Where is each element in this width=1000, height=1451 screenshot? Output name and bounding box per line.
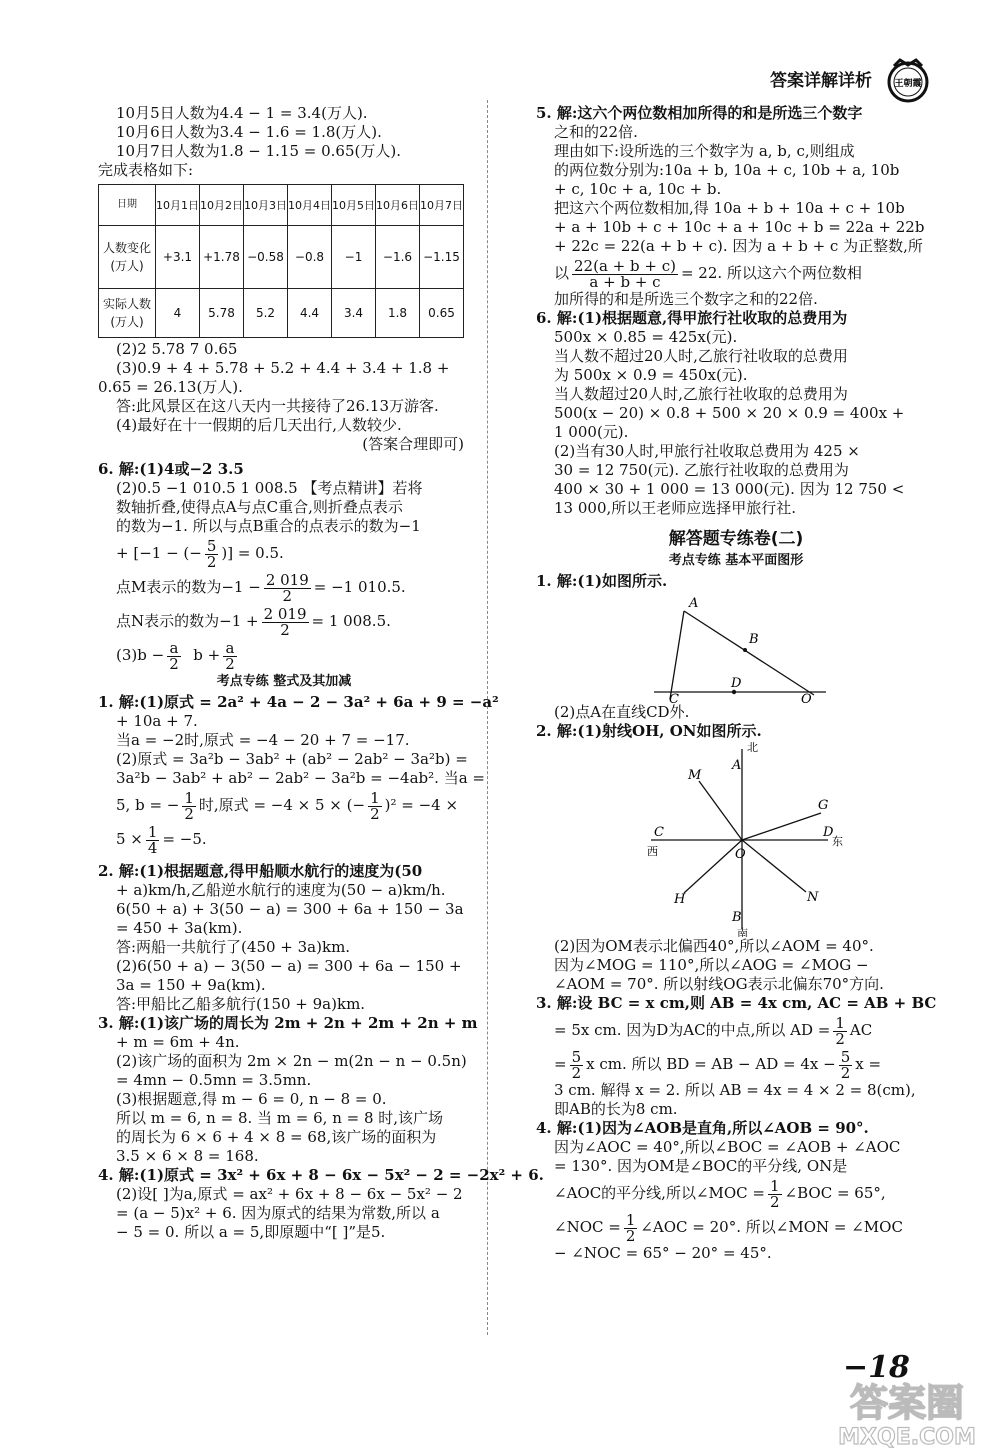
label-h: H	[674, 892, 686, 907]
table-cell: 3.4	[332, 289, 376, 338]
page-number: −18	[843, 1350, 910, 1385]
answer-line: = 4mn − 0.5mn = 3.5mn.	[116, 1071, 312, 1089]
answer-line: 答:甲船比乙船多航行(150 + 9a)km.	[116, 995, 366, 1013]
math-line: 点M表示的数为−1 − $\frac{2 019}{2}$ = −1 010.5.	[116, 570, 406, 605]
right-column	[536, 104, 936, 1263]
watermark-logo	[815, 1372, 995, 1450]
table-cell: 10月2日	[200, 185, 244, 226]
answer-line: 当人数超过20人时,乙旅行社收取的总费用为	[554, 385, 848, 403]
answer-line: + 22c = 22(a + b + c). 因为 a + b + c 为正整数,所	[554, 237, 923, 255]
answer-line: = 450 + 3a(km).	[116, 919, 243, 937]
question-4: 4. 解:(1)因为∠AOB是直角,所以∠AOB = 90°.	[536, 1119, 869, 1137]
question-3: 3. 解:设 BC = x cm,则 AB = 4x cm, AC = AB + BC	[536, 994, 937, 1012]
table-cell: 10月5日	[332, 185, 376, 226]
answer-note: (答案合理即可)	[362, 435, 464, 453]
ray-om	[699, 781, 742, 840]
answer-line: 400 × 30 + 1 000 = 13 000(元). 因为 12 750 <	[554, 480, 905, 498]
answer-line: 3a = 150 + 9a(km).	[116, 976, 266, 994]
answer-line: − ∠NOC = 65° − 20° = 45°.	[554, 1244, 772, 1262]
answer-line: (2)设[ ]为a,原式 = ax² + 6x + 8 − 6x − 5x² − 2	[116, 1185, 463, 1203]
answer-line: 即AB的长为8 cm.	[554, 1100, 678, 1118]
label-west: 西	[647, 845, 658, 858]
answer-line: 因为∠AOC = 40°,所以∠BOC = ∠AOB + ∠AOC	[554, 1138, 901, 1156]
label-south: 南	[737, 927, 748, 937]
table-cell: 10月7日	[420, 185, 464, 226]
intro-line: 完成表格如下:	[98, 161, 194, 179]
label-n: N	[807, 890, 819, 905]
answer-line: = 130°. 因为OM是∠BOC的平分线, ON是	[554, 1157, 848, 1175]
intro-line: 10月7日人数为1.8 − 1.15 = 0.65(万人).	[116, 142, 401, 160]
question-5: 5. 解:这六个两位数相加所得的和是所选三个数字	[536, 104, 863, 122]
answer-line: 答:此风景区在这八天内一共接待了26.13万游客.	[116, 397, 439, 415]
math-line: = 5x cm. 因为D为AC的中点,所以 AD = $\frac{1}{2}$ AC	[554, 1013, 873, 1048]
section-subtitle: 考点专练 基本平面图形	[668, 553, 804, 568]
question-2: 2. 解:(1)射线OH, ON如图所示.	[536, 722, 762, 740]
table-cell: 5.2	[244, 289, 288, 338]
answer-line: 500x × 0.85 = 425x(元).	[554, 328, 738, 346]
ray-oh	[684, 840, 742, 893]
label-g: G	[818, 798, 829, 813]
table-cell: −1	[332, 226, 376, 289]
svg-text:MXQE.COM: MXQE.COM	[838, 1425, 976, 1450]
answer-line: − 5 = 0. 所以 a = 5,即原题中“[ ]”是5.	[116, 1223, 386, 1241]
section-title: 解答题专练卷(二)	[668, 529, 804, 549]
answer-line: (2)该广场的面积为 2m × 2n − m(2n − n − 0.5n)	[116, 1052, 467, 1070]
answer-line: 1 000(元).	[554, 423, 629, 441]
publisher-logo	[880, 56, 936, 104]
intro-line: 10月6日人数为3.4 − 1.6 = 1.8(万人).	[116, 123, 382, 141]
table-cell: −0.58	[244, 226, 288, 289]
label-a: A	[732, 758, 742, 773]
label-a: A	[689, 596, 699, 611]
header-title: 答案详解详析	[770, 71, 872, 91]
table-row	[99, 226, 464, 289]
visitor-table	[98, 184, 464, 338]
ray-og	[742, 813, 821, 840]
label-b: B	[749, 632, 759, 647]
answer-line: ∠AOM = 70°. 所以射线OG表示北偏东70°方向.	[554, 975, 884, 993]
segment-ac	[670, 611, 684, 699]
label-b: B	[732, 910, 742, 925]
table-cell: 实际人数(万人)	[99, 289, 156, 338]
svg-text:王朝霞: 王朝霞	[894, 79, 922, 89]
math-line: 5 × $\frac{1}{4}$ = −5.	[116, 822, 207, 857]
table-cell: 10月1日	[156, 185, 200, 226]
table-cell: 4.4	[288, 289, 332, 338]
table-cell: 10月3日	[244, 185, 288, 226]
answer-line: 3 cm. 解得 x = 2. 所以 AB = 4x = 4 × 2 = 8(cm),	[554, 1081, 916, 1099]
table-cell: 10月4日	[288, 185, 332, 226]
line-figure	[536, 591, 936, 703]
table-cell: −1.6	[376, 226, 420, 289]
answer-line: (3)根据题意,得 m − 6 = 0, n − 8 = 0.	[116, 1090, 387, 1108]
answer-line: 当a = −2时,原式 = −4 − 20 + 7 = −17.	[116, 731, 410, 749]
table-row	[99, 289, 464, 338]
label-c: C	[669, 692, 679, 703]
math-line: ∠NOC = $\frac{1}{2}$ ∠AOC = 20°. 所以∠MON = ∠MOC	[554, 1210, 903, 1245]
ray-on	[742, 840, 806, 892]
answer-line: (2)当有30人时,甲旅行社收取总费用为 425 ×	[554, 442, 860, 460]
table-cell: +3.1	[156, 226, 200, 289]
answer-line: 3a²b − 3ab² + ab² − 2ab² − 3a²b = −4ab². 当a =	[116, 769, 485, 787]
label-c: C	[654, 825, 664, 840]
answer-line: = (a − 5)x² + 6. 因为原式的结果为常数,所以 a	[116, 1204, 440, 1222]
math-line: 以 $\frac{22(a + b + c)}{a + b + c}$ = 22. 所以这六个两位数相	[554, 256, 862, 291]
question-2: 2. 解:(1)根据题意,得甲船顺水航行的速度为(50	[98, 862, 423, 880]
compass-figure	[536, 741, 936, 937]
table-cell: 0.65	[420, 289, 464, 338]
answer-line: (4)最好在十一假期的后几天出行,人数较少.	[116, 416, 402, 434]
answer-line: 为 500x × 0.9 = 450x(元).	[554, 366, 748, 384]
question-1: 1. 解:(1)原式 = 2a² + 4a − 2 − 3a² + 6a + 9 = −a²	[98, 693, 499, 711]
section-heading: 考点专练 整式及其加减	[216, 674, 352, 689]
answer-line: 当人数不超过20人时,乙旅行社收取的总费用	[554, 347, 848, 365]
answer-line: 0.65 = 26.13(万人).	[98, 378, 243, 396]
label-m: M	[688, 768, 702, 783]
math-line: + [−1 − (− $\frac{5}{2}$ )] = 0.5.	[116, 536, 284, 571]
table-cell: −0.8	[288, 226, 332, 289]
answer-line: 13 000,所以王老师应选择甲旅行社.	[554, 499, 797, 517]
question-3: 3. 解:(1)该广场的周长为 2m + 2n + 2m + 2n + m	[98, 1014, 478, 1032]
svg-text:答案圈: 答案圈	[849, 1381, 965, 1425]
answer-line: + a)km/h,乙船逆水航行的速度为(50 − a)km/h.	[116, 881, 446, 899]
answer-line: 6(50 + a) + 3(50 − a) = 300 + 6a + 150 − 3a	[116, 900, 464, 918]
answer-line: + c, 10c + a, 10c + b.	[554, 180, 722, 198]
table-cell: 日期	[99, 185, 156, 226]
answer-line: 理由如下:设所选的三个数字为 a, b, c,则组成	[554, 142, 855, 160]
answer-line: (2)点A在直线CD外.	[554, 703, 690, 721]
label-d: D	[823, 825, 834, 840]
math-line: ∠AOC的平分线,所以∠MOC = $\frac{1}{2}$ ∠BOC = 65°,	[554, 1176, 886, 1211]
math-line: 点N表示的数为−1 + $\frac{2 019}{2}$ = 1 008.5.	[116, 604, 391, 639]
question-4: 4. 解:(1)原式 = 3x² + 6x + 8 − 6x − 5x² − 2 = −2x² + 6.	[98, 1166, 544, 1184]
answer-line: 数轴折叠,使得点A与点C重合,则折叠点表示	[116, 498, 403, 516]
table-cell: 10月6日	[376, 185, 420, 226]
label-north: 北	[747, 741, 758, 754]
answer-line: (2)6(50 + a) − 3(50 − a) = 300 + 6a − 150 +	[116, 957, 462, 975]
column-divider	[487, 100, 488, 1335]
answer-line: + m = 6m + 4n.	[116, 1033, 240, 1051]
segment-ao	[684, 611, 814, 695]
point-b	[743, 648, 747, 652]
answer-line: (3)0.9 + 4 + 5.78 + 5.2 + 4.4 + 3.4 + 1.8 +	[116, 359, 450, 377]
answer-line: 500(x − 20) × 0.8 + 500 × 20 × 0.9 = 400x +	[554, 404, 905, 422]
answer-line: 3.5 × 6 × 8 = 168.	[116, 1147, 259, 1165]
table-cell: 1.8	[376, 289, 420, 338]
table-row	[99, 185, 464, 226]
table-cell: −1.15	[420, 226, 464, 289]
question-1: 1. 解:(1)如图所示.	[536, 572, 668, 590]
math-line: = $\frac{5}{2}$ x cm. 所以 BD = AB − AD = 4x − $\frac{5}{2}$ x =	[554, 1047, 882, 1082]
table-cell: +1.78	[200, 226, 244, 289]
answer-line: (2)0.5 −1 010.5 1 008.5 【考点精讲】若将	[116, 479, 423, 497]
math-line: 5, b = − $\frac{1}{2}$ 时,原式 = −4 × 5 × (− $\frac{1}{2}$ )² = −4 ×	[116, 788, 459, 823]
label-o: O	[735, 847, 746, 862]
answer-line: 的两位数分别为:10a + b, 10a + c, 10b + a, 10b	[554, 161, 900, 179]
answer-line: (2)因为OM表示北偏西40°,所以∠AOM = 40°.	[554, 937, 874, 955]
answer-line: (2)2 5.78 7 0.65	[116, 340, 238, 358]
answer-line: 30 = 12 750(元). 乙旅行社收取的总费用为	[554, 461, 849, 479]
answer-line: 把这六个两位数相加,得 10a + b + 10a + c + 10b	[554, 199, 905, 217]
answer-line: 加所得的和是所选三个数字之和的22倍.	[554, 290, 818, 308]
left-column	[98, 104, 544, 1242]
table-cell: 5.78	[200, 289, 244, 338]
answer-line: 所以 m = 6, n = 8. 当 m = 6, n = 8 时,该广场	[116, 1109, 444, 1127]
answer-line: 的数为−1. 所以与点B重合的点表示的数为−1	[116, 517, 421, 535]
answer-line: + 10a + 7.	[116, 712, 198, 730]
answer-line: 的周长为 6 × 6 + 4 × 8 = 68,该广场的面积为	[116, 1128, 437, 1146]
answer-line: + a + 10b + c + 10c + a + 10c + b = 22a + 22b	[554, 218, 925, 236]
math-line: (3)b − $\frac{a}{2}$ b + $\frac{a}{2}$	[116, 638, 235, 673]
question-6: 6. 解:(1)根据题意,得甲旅行社收取的总费用为	[536, 309, 848, 327]
answer-line: (2)原式 = 3a²b − 3ab² + (ab² − 2ab² − 3a²b) =	[116, 750, 468, 768]
label-east: 东	[832, 835, 843, 848]
answer-line: 答:两船一共航行了(450 + 3a)km.	[116, 938, 351, 956]
table-cell: 人数变化(万人)	[99, 226, 156, 289]
answer-line: 之和的22倍.	[554, 123, 638, 141]
label-o: O	[801, 692, 812, 703]
table-cell: 4	[156, 289, 200, 338]
question-6: 6. 解:(1)4或−2 3.5	[98, 460, 244, 478]
intro-line: 10月5日人数为4.4 − 1 = 3.4(万人).	[116, 104, 368, 122]
label-d: D	[731, 676, 742, 691]
answer-line: 因为∠MOG = 110°,所以∠AOG = ∠MOG −	[554, 956, 869, 974]
